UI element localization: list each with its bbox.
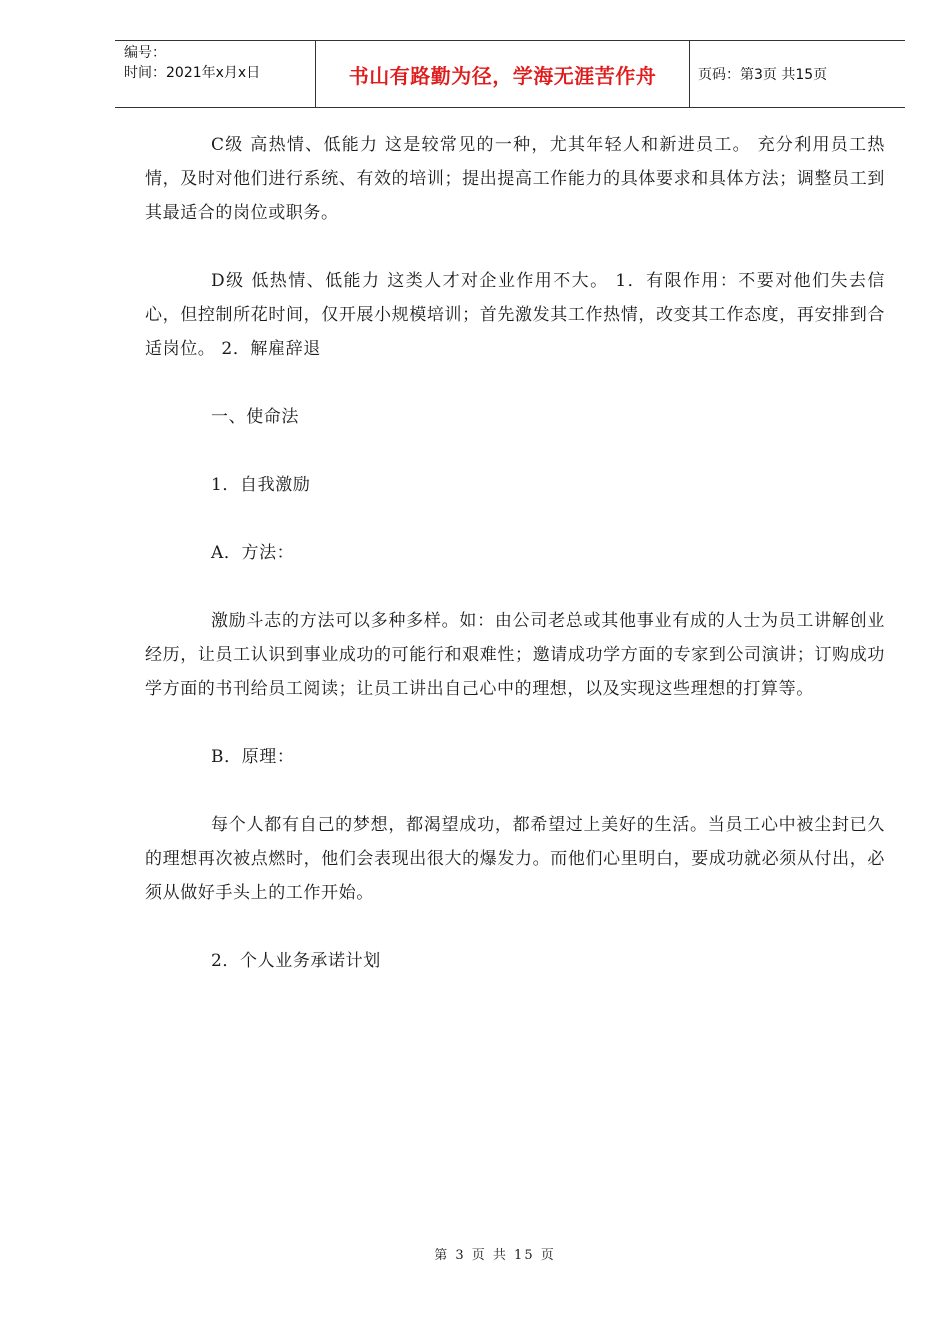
document-body	[145, 128, 885, 978]
time-label: 时间：2021年x月x日	[124, 65, 261, 81]
paragraph-principle: 每个人都有自己的梦想，都渴望成功，都希望过上美好的生活。当员工心中被尘封已久的理想再次被点燃时，他们会表现出很大的爆发力。而他们心里明白，要成功就必须从付出，必须从做好手头上的工作开始。	[145, 815, 885, 903]
number-label: 编号：	[124, 45, 166, 61]
header-meta	[115, 41, 316, 107]
label-method: A．方法：	[211, 543, 295, 563]
page-footer: 第 3 页 共 15 页	[434, 1248, 556, 1263]
label-principle: B．原理：	[211, 747, 295, 767]
paragraph-d-level: D级 低热情、低能力 这类人才对企业作用不大。 1．有限作用：不要对他们失去信心，但控制所花时间，仅开展小规模培训；首先激发其工作热情，改变其工作态度，再安排到合适岗位。 2．解雇辞退	[145, 271, 885, 359]
subheading-self-motivation: 1．自我激励	[211, 475, 311, 495]
header-motto: 书山有路勤为径，学海无涯苦作舟	[316, 41, 690, 107]
page-header	[115, 40, 905, 108]
section-heading-mission: 一、使命法	[211, 407, 299, 427]
subheading-commitment-plan: 2．个人业务承诺计划	[211, 951, 381, 971]
paragraph-c-level: C级 高热情、低能力 这是较常见的一种，尤其年轻人和新进员工。 充分利用员工热情，及时对他们进行系统、有效的培训；提出提高工作能力的具体要求和具体方法；调整员工到其最适合的岗位或职务。	[145, 135, 885, 223]
header-page-info: 页码：第3页 共15页	[698, 67, 828, 83]
paragraph-method: 激励斗志的方法可以多种多样。如：由公司老总或其他事业有成的人士为员工讲解创业经历，让员工认识到事业成功的可能行和艰难性；邀请成功学方面的专家到公司演讲；订购成功学方面的书刊给员工阅读；让员工讲出自己心中的理想，以及实现这些理想的打算等。	[145, 611, 885, 699]
